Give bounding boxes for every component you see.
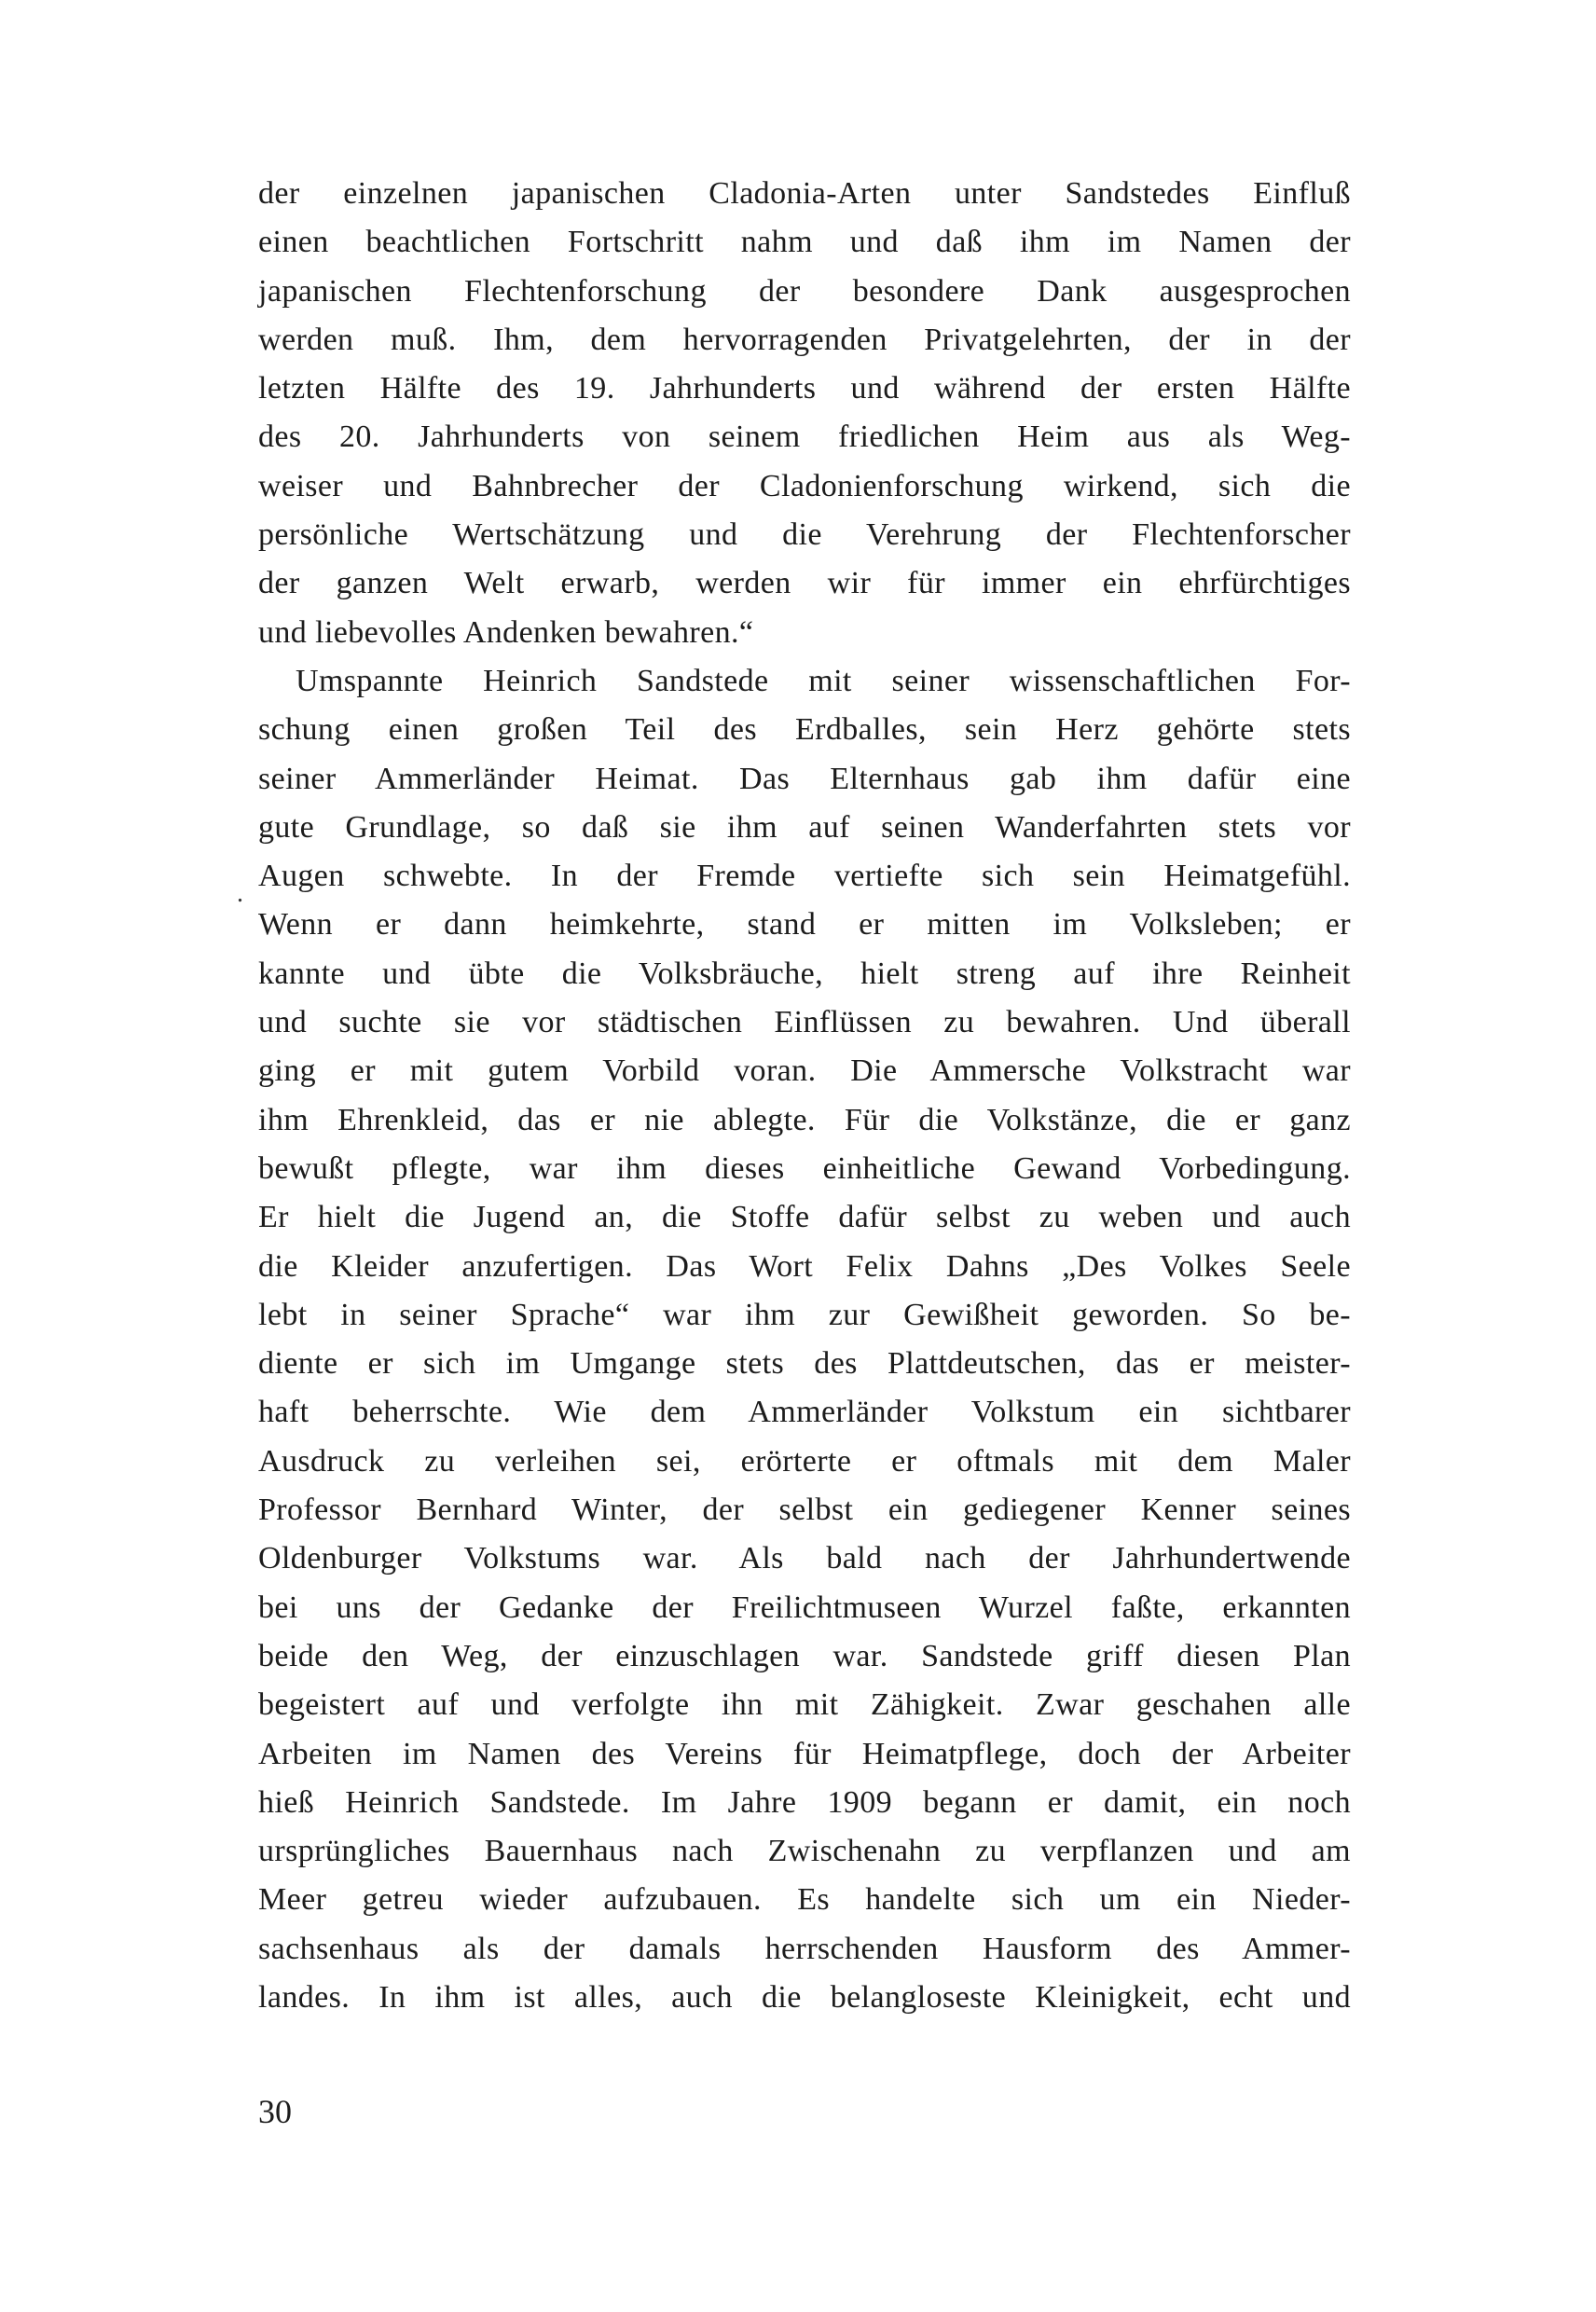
text-line: sachsenhaus als der damals herrschenden Hausform des Ammer- — [258, 1931, 1351, 1966]
text-line: des 20. Jahrhunderts von seinem friedlichen Heim aus als Weg- — [258, 420, 1351, 455]
text-line: schung einen großen Teil des Erdballes, sein Herz gehörte stets — [258, 712, 1351, 748]
text-line: Arbeiten im Namen des Vereins für Heimatpflege, doch der Arbeiter — [258, 1736, 1351, 1771]
text-line: der ganzen Welt erwarb, werden wir für immer ein ehrfürchtiges — [258, 566, 1351, 601]
text-line: haft beherrschte. Wie dem Ammerländer Volkstum ein sichtbarer — [258, 1395, 1351, 1430]
text-line: letzten Hälfte des 19. Jahrhunderts und während der ersten Hälfte — [258, 371, 1351, 406]
text-line: Meer getreu wieder aufzubauen. Es handelte sich um ein Nieder- — [258, 1882, 1351, 1918]
text-line: Augen schwebte. In der Fremde vertiefte sich sein Heimatgefühl. — [258, 859, 1351, 894]
text-line: weiser und Bahnbrecher der Cladonienforschung wirkend, sich die — [258, 468, 1351, 503]
text-line: Ausdruck zu verleihen sei, erörterte er oftmals mit dem Maler — [258, 1443, 1351, 1479]
body-text — [258, 170, 1351, 2022]
text-line: bewußt pflegte, war ihm dieses einheitliche Gewand Vorbedingung. — [258, 1150, 1351, 1186]
text-line: lebt in seiner Sprache“ war ihm zur Gewißheit geworden. So be- — [258, 1297, 1351, 1332]
text-line: ihm Ehrenkleid, das er nie ablegte. Für die Volkstänze, die er ganz — [258, 1102, 1351, 1137]
margin-mark: . — [237, 879, 243, 908]
text-line: kannte und übte die Volksbräuche, hielt streng auf ihre Reinheit — [258, 956, 1351, 991]
text-line: werden muß. Ihm, dem hervorragenden Privatgelehrten, der in der — [258, 322, 1351, 357]
text-line: beide den Weg, der einzuschlagen war. Sandstede griff diesen Plan — [258, 1638, 1351, 1673]
text-line: und liebevolles Andenken bewahren.“ — [258, 614, 754, 650]
text-line: der einzelnen japanischen Cladonia-Arten unter Sandstedes Einfluß — [258, 176, 1351, 211]
text-line: Er hielt die Jugend an, die Stoffe dafür selbst zu weben und auch — [258, 1200, 1351, 1235]
text-line: begeistert auf und verfolgte ihn mit Zähigkeit. Zwar geschahen alle — [258, 1687, 1351, 1723]
text-line: einen beachtlichen Fortschritt nahm und daß ihm im Namen der — [258, 225, 1351, 260]
text-line: persönliche Wertschätzung und die Verehrung der Flechtenforscher — [258, 517, 1351, 553]
text-line: die Kleider anzufertigen. Das Wort Felix Dahns „Des Volkes Seele — [258, 1248, 1351, 1284]
text-line: seiner Ammerländer Heimat. Das Elternhaus gab ihm dafür eine — [258, 761, 1351, 796]
text-line: landes. In ihm ist alles, auch die belangloseste Kleinigkeit, echt und — [258, 1979, 1351, 2015]
text-line: japanischen Flechtenforschung der besondere Dank ausgesprochen — [258, 273, 1351, 309]
text-line: diente er sich im Umgange stets des Plattdeutschen, das er meister- — [258, 1346, 1351, 1382]
text-line: ursprüngliches Bauernhaus nach Zwischenahn zu verpflanzen und am — [258, 1834, 1351, 1869]
text-line: Wenn er dann heimkehrte, stand er mitten im Volksleben; er — [258, 907, 1351, 943]
page-number: 30 — [258, 2093, 292, 2130]
text-line: und suchte sie vor städtischen Einflüssen zu bewahren. Und überall — [258, 1005, 1351, 1040]
text-line: Professor Bernhard Winter, der selbst ein gediegener Kenner seines — [258, 1493, 1351, 1528]
text-line-indented: Umspannte Heinrich Sandstede mit seiner wissenschaftlichen For- — [296, 663, 1351, 698]
text-line: bei uns der Gedanke der Freilichtmuseen Wurzel faßte, erkannten — [258, 1590, 1351, 1625]
text-line: hieß Heinrich Sandstede. Im Jahre 1909 begann er damit, ein noch — [258, 1784, 1351, 1820]
text-line: ging er mit gutem Vorbild voran. Die Ammersche Volkstracht war — [258, 1053, 1351, 1089]
text-line: Oldenburger Volkstums war. Als bald nach der Jahrhundertwende — [258, 1541, 1351, 1576]
text-line: gute Grundlage, so daß sie ihm auf seinen Wanderfahrten stets vor — [258, 809, 1351, 845]
